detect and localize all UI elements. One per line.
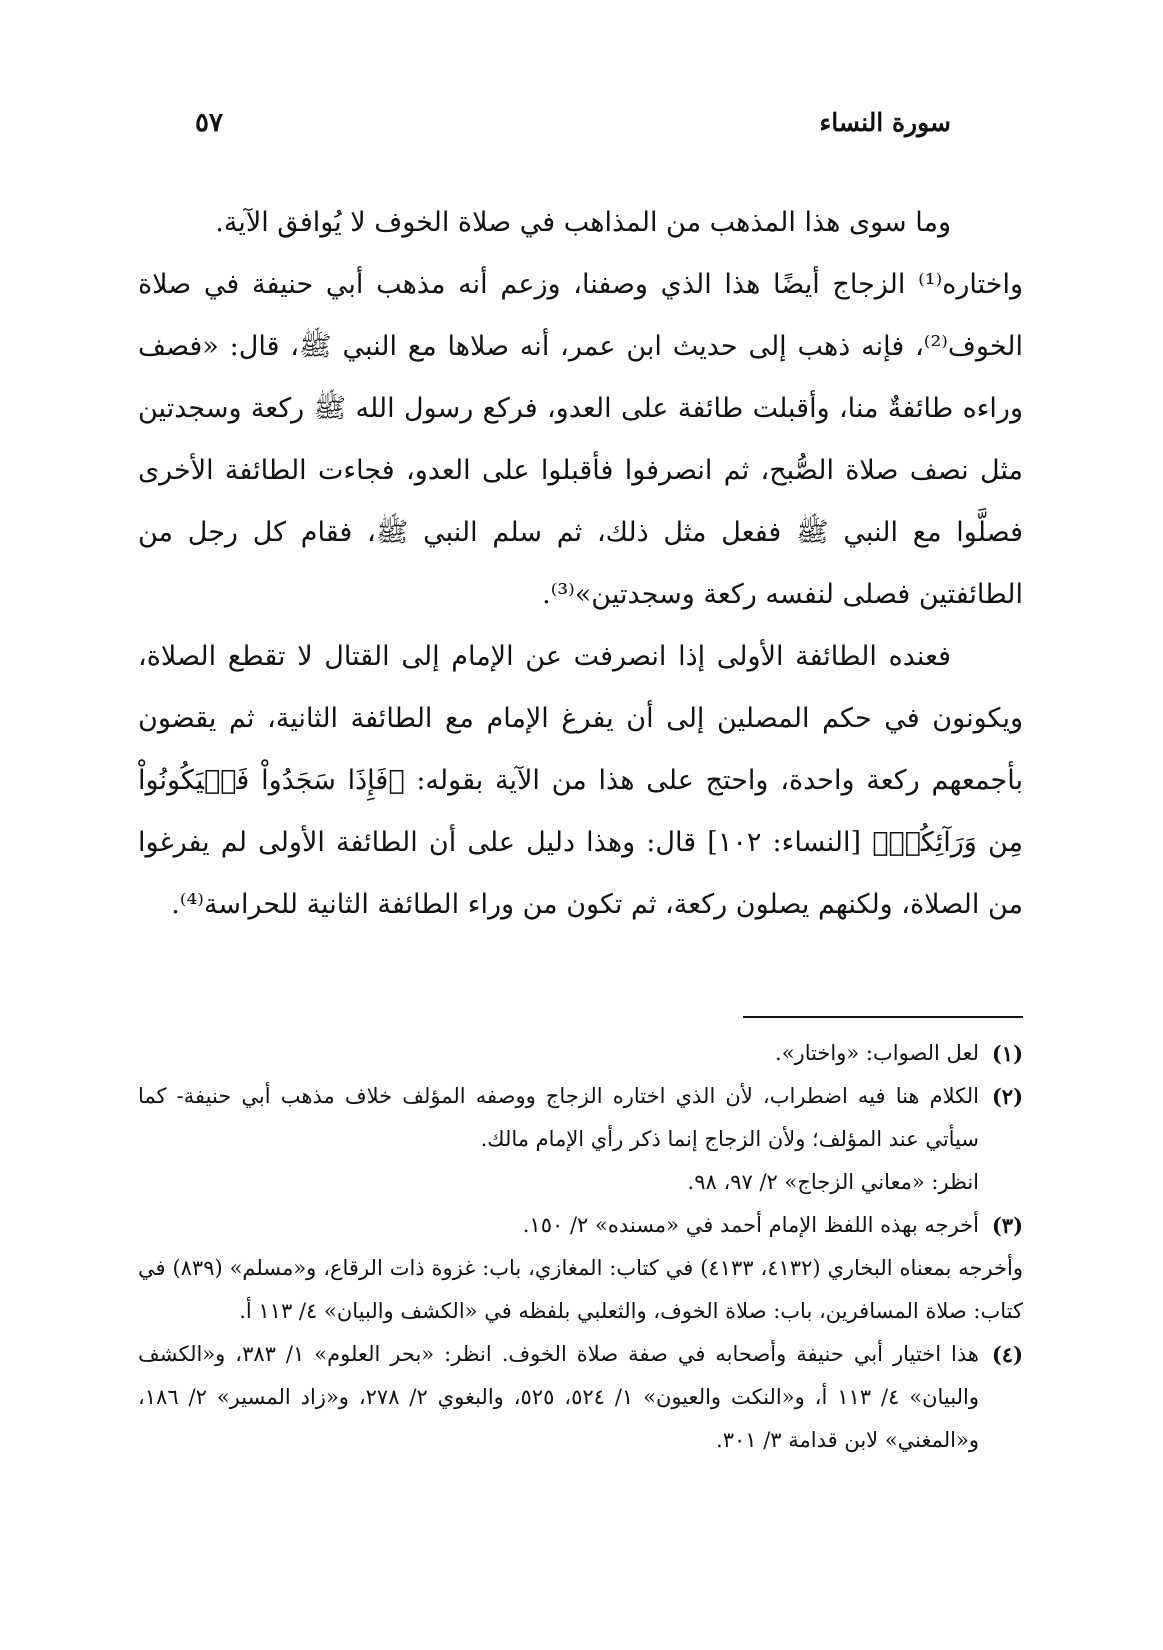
footnote-text: الكلام هنا فيه اضطراب، لأن الذي اختاره الزجاج ووصفه المؤلف خلاف مذهب أبي حنيفة- كما سيأتي عند المؤلف؛ ولأن الزجاج إنما ذكر رأي الإمام مالك. bbox=[138, 1084, 979, 1151]
footnote-number: (٣) bbox=[991, 1213, 1023, 1238]
paragraph-2: واختاره⁽¹⁾ الزجاج أيضًا هذا الذي وصفنا، وزعم أنه مذهب أبي حنيفة في صلاة الخوف⁽²⁾، فإنه ذهب إلى حديث ابن عمر، أنه صلاها مع النبي ﷺ، قال: «فصف وراءه طائفةٌ منا، وأقبلت طائفة على العدو، فركع رسول الله ﷺ ركعة وسجدتين مثل نصف صلاة الصُّبح، ثم انصرفوا فأقبلوا على العدو، فجاءت الطائفة الأخرى فصلَّوا مع النبي ﷺ ففعل مثل ذلك، ثم سلم النبي ﷺ، فقام كل رجل من الطائفتين فصلى لنفسه ركعة وسجدتين»⁽³⁾. bbox=[138, 269, 1023, 610]
surah-title: سورة النساء bbox=[819, 108, 951, 137]
footnote-divider bbox=[743, 1016, 1023, 1018]
footnote-text: انظر: «معاني الزجاج» ٢/ ٩٧، ٩٨. bbox=[687, 1170, 979, 1194]
footnotes bbox=[138, 1032, 1023, 1462]
footnote-3 bbox=[138, 1204, 1023, 1333]
footnote-number: (١) bbox=[991, 1041, 1023, 1066]
footnote-text: أخرجه بهذه اللفظ الإمام أحمد في «مسنده» ٢/ ١٥٠. bbox=[522, 1213, 979, 1237]
footnote-body bbox=[138, 1032, 979, 1075]
footnote-2 bbox=[138, 1075, 1023, 1204]
footnote-4 bbox=[138, 1333, 1023, 1462]
footnote-number: (٢) bbox=[991, 1084, 1023, 1109]
paragraph-3: فعنده الطائفة الأولى إذا انصرفت عن الإمام إلى القتال لا تقطع الصلاة، ويكونون في حكم المصلين إلى أن يفرغ الإمام مع الطائفة الثانية، ثم يقضون بأجمعهم ركعة واحدة، واحتج على هذا من الآية بقوله: ﴿فَإِذَا سَجَدُواْ فَلۡيَكُونُواْ مِن وَرَآئِكُمۡ﴾ [النساء: ١٠٢] قال: وهذا دليل على أن الطائفة الأولى لم يفرغوا من الصلاة، ولكنهم يصلون ركعة، ثم تكون من وراء الطائفة الثانية للحراسة⁽⁴⁾. bbox=[138, 641, 1024, 920]
footnote-number: (٤) bbox=[991, 1342, 1023, 1367]
footnote-body bbox=[138, 1075, 979, 1204]
footnote-text: هذا اختيار أبي حنيفة وأصحابه في صفة صلاة الخوف. انظر: «بحر العلوم» ١/ ٣٨٣، و«الكشف والبيان» ٤/ ١١٣ أ، و«النكت والعيون» ١/ ٥٢٤، ٥٢٥، والبغوي ٢/ ٢٧٨، و«زاد المسير» ٢/ ١٨٦، و«المغني» لابن قدامة ٣/ ٣٠١. bbox=[138, 1342, 979, 1452]
main-text bbox=[138, 192, 1023, 936]
footnote-body bbox=[138, 1333, 979, 1462]
footnote-text: وأخرجه بمعناه البخاري (٤١٣٢، ٤١٣٣) في كتاب: المغازي، باب: غزوة ذات الرقاع، و«مسلم» (٨٣٩) في كتاب: صلاة المسافرين، باب: صلاة الخوف، والثعلبي بلفظه في «الكشف والبيان» ٤/ ١١٣ أ. bbox=[138, 1256, 1023, 1323]
footnote-text: لعل الصواب: «واختار». bbox=[775, 1041, 979, 1065]
page-number: ٥٧ bbox=[195, 108, 223, 138]
footnote-1 bbox=[138, 1032, 1023, 1075]
paragraph-1: وما سوى هذا المذهب من المذاهب في صلاة الخوف لا يُوافق الآية. bbox=[215, 207, 951, 238]
footnote-body bbox=[138, 1204, 1023, 1333]
page-header bbox=[195, 108, 951, 148]
